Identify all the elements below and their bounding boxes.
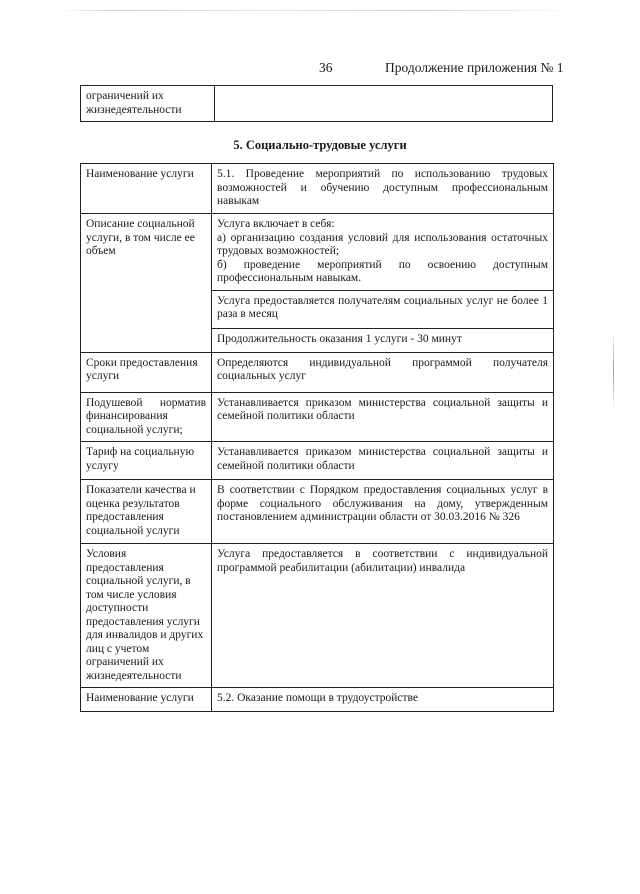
value-cell: Услуга предоставляется в соответствии с индивидуальной программой реабилитации (абилитации) инвалида	[212, 544, 554, 688]
value-cell: Продолжительность оказания 1 услуги - 30 минут	[212, 328, 554, 352]
label-text: ограничений их	[86, 90, 164, 102]
label-text: финансирования социальной услуги;	[86, 410, 183, 436]
label-cell: Наименование услуги	[81, 164, 212, 214]
table-row	[81, 352, 554, 392]
value-cell: Устанавливается приказом министерства социальной защиты и семейной политики области	[212, 392, 554, 442]
table-row	[81, 164, 554, 214]
scan-artifact-top	[60, 10, 580, 11]
section-title: 5. Социально-трудовые услуги	[233, 138, 407, 152]
page-header	[0, 60, 640, 78]
table-row	[81, 214, 554, 291]
continuation-table	[80, 85, 553, 122]
table-row	[81, 86, 553, 122]
table-row	[81, 442, 554, 480]
description-intro: Услуга включает в себя:	[217, 218, 335, 230]
page-number: 36	[319, 60, 333, 75]
value-cell: Услуга предоставляется получателям социальных услуг не более 1 раза в месяц	[212, 290, 554, 328]
label-cell: Описание социальной услуги, в том числе ее объем	[81, 214, 212, 353]
label-cell: Сроки предоставления услуги	[81, 352, 212, 392]
value-cell: Определяются индивидуальной программой получателя социальных услуг	[212, 352, 554, 392]
table-row	[81, 480, 554, 544]
value-cell: 5.2. Оказание помощи в трудоустройстве	[212, 688, 554, 712]
table-row	[81, 392, 554, 442]
table-row	[81, 544, 554, 688]
description-item-b: б) проведение мероприятий по освоению доступным профессиональным навыкам.	[217, 258, 548, 284]
label-cell: Условия предоставления социальной услуги, в том числе условия доступности предоставления услуги для инвалидов и других лиц с учетом ограничений их жизнедеятельности	[81, 544, 212, 688]
table-row	[81, 688, 554, 712]
value-cell	[212, 214, 554, 291]
label-cell: Наименование услуги	[81, 688, 212, 712]
value-cell: 5.1. Проведение мероприятий по использованию трудовых возможностей и обучению доступным профессиональным навыкам	[212, 164, 554, 214]
value-cell: Устанавливается приказом министерства социальной защиты и семейной политики области	[212, 442, 554, 480]
label-cell: Показатели качества и оценка результатов предоставления социальной услуги	[81, 480, 212, 544]
description-item-a: а) организацию создания условий для использования остаточных трудовых возможностей;	[217, 231, 548, 257]
label-text: Подушевой норматив	[86, 396, 206, 409]
appendix-note: Продолжение приложения № 1	[385, 60, 564, 75]
label-cell	[81, 392, 212, 442]
services-table	[80, 163, 554, 712]
label-cell	[81, 86, 215, 122]
value-cell: В соответствии с Порядком предоставления социальных услуг в форме социального обслуживания на дому, утвержденным постановлением администрации области от 30.03.2016 № 326	[212, 480, 554, 544]
label-cell: Тариф на социальную услугу	[81, 442, 212, 480]
scan-artifact-right	[613, 330, 614, 410]
label-text: жизнедеятельности	[86, 103, 182, 116]
value-cell	[215, 86, 553, 122]
